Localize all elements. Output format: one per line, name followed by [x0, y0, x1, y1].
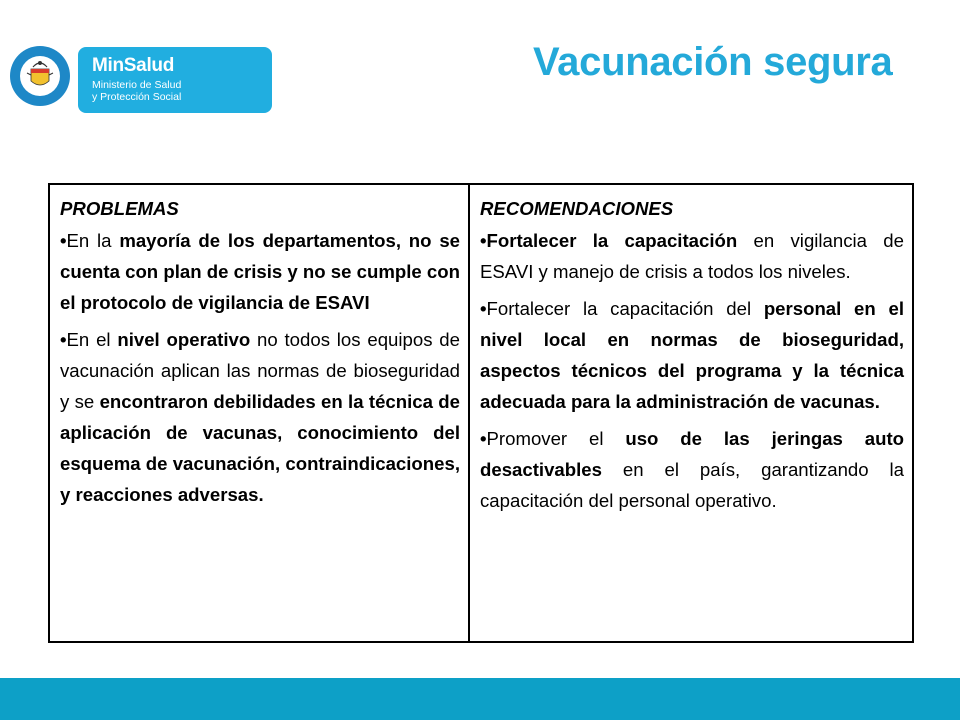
page-title: Vacunación segura [533, 40, 893, 84]
content-table [48, 183, 914, 643]
text-run: Fortalecer la capacitación del [486, 298, 764, 319]
text-run: mayoría de los departamentos, no se cuenta con plan de crisis y no se cumple con el protocolo de vigilancia de ESAVI [60, 230, 460, 313]
problems-item-2 [60, 324, 460, 510]
text-run: uso de las jeringas auto desactivables [480, 428, 904, 480]
logo-name: MinSalud [92, 55, 175, 76]
bullet-icon: • [480, 230, 487, 251]
text-run: no todos los equipos de vacunación aplican las normas de bioseguridad y se [60, 329, 460, 412]
problems-column [50, 185, 470, 641]
text-run: personal en el nivel local en normas de bioseguridad, aspectos técnicos del programa y la técnica adecuada para la administración de vacunas. [480, 298, 904, 412]
recommendations-column [470, 185, 912, 641]
problems-heading: PROBLEMAS [60, 198, 179, 219]
text-run: En la [66, 230, 120, 251]
logo-line-2: y Protección Social [92, 91, 182, 103]
text-run: nivel operativo [117, 329, 251, 350]
recommendations-item-1 [480, 225, 904, 287]
text-run: En el [66, 329, 118, 350]
text-run: Fortalecer la capacitación [486, 230, 738, 251]
text-run: en el país, garantizando la capacitación del personal operativo. [480, 459, 904, 511]
logo-subtitle [92, 79, 181, 103]
bullet-icon: • [60, 230, 67, 251]
bullet-icon: • [60, 329, 67, 350]
minsalud-logo [78, 47, 272, 113]
recommendations-heading: RECOMENDACIONES [480, 198, 674, 219]
text-run: encontraron debilidades en la técnica de aplicación de vacunas, conocimiento del esquema de vacunación, contraindicaciones, y reacciones adversas. [60, 391, 460, 505]
text-run: en vigilancia de ESAVI y manejo de crisis a todos los niveles. [480, 230, 904, 282]
bullet-icon: • [480, 428, 487, 449]
recommendations-item-3 [480, 423, 904, 516]
logo-line-1: Ministerio de Salud [92, 79, 182, 91]
problems-item-1 [60, 225, 460, 318]
colombia-seal-icon [9, 45, 71, 107]
bullet-icon: • [480, 298, 487, 319]
text-run: Promover el [486, 428, 626, 449]
footer-bar [0, 678, 960, 720]
recommendations-item-2 [480, 293, 904, 417]
